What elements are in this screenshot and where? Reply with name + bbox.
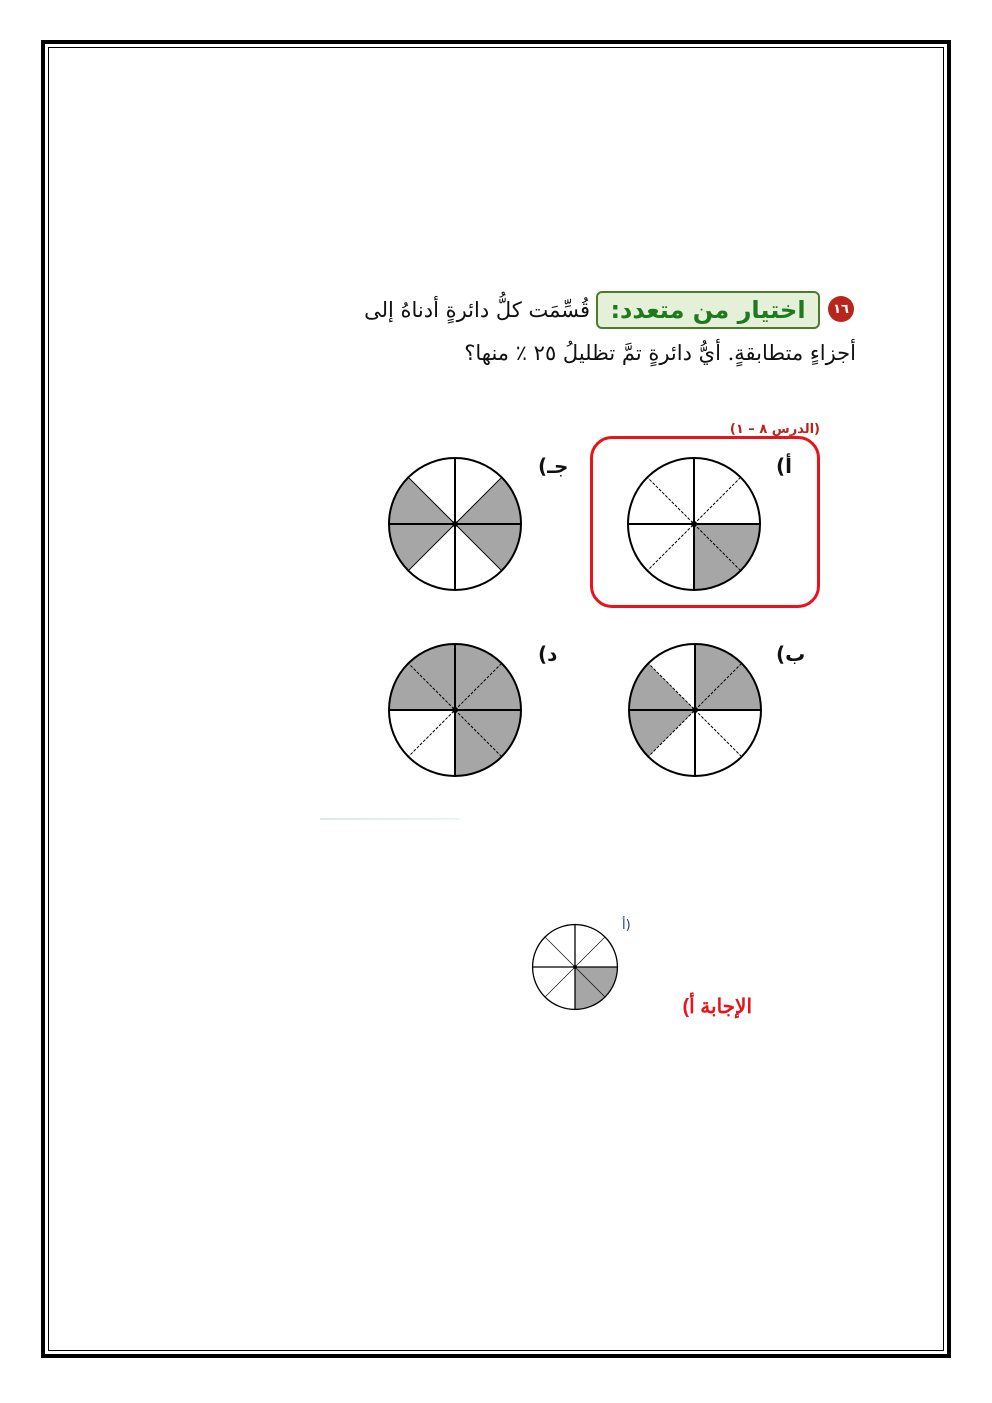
multiple-choice-label: اختيار من متعدد:: [596, 291, 820, 329]
answer-mini-label: أ): [622, 918, 631, 933]
pie-center-dot: [691, 521, 697, 527]
question-number-badge: ١٦: [828, 296, 854, 322]
option-b-circle[interactable]: [625, 640, 765, 780]
scan-artifact-line: [320, 818, 460, 820]
question-text-line2: أجزاءٍ متطابقةٍ. أيُّ دائرةٍ تمَّ تظليلُ ٢٥ ٪ منها؟: [464, 341, 856, 365]
pie-center-dot: [573, 965, 577, 969]
option-d-circle[interactable]: [385, 640, 525, 780]
question-text-line1: قُسِّمَت كلُّ دائرةٍ أدناهُ إلى: [364, 298, 590, 322]
option-b-label: ب): [776, 642, 806, 666]
lesson-reference: (الدرس ٨ – ١): [729, 422, 820, 437]
option-d-label: د): [538, 642, 558, 666]
option-c-label: جـ): [538, 454, 569, 478]
pie-center-dot: [452, 707, 458, 713]
answer-circle: [530, 922, 620, 1012]
pie-center-dot: [692, 707, 698, 713]
answer-text: الإجابة أ): [682, 996, 752, 1018]
option-a-label: أ): [776, 454, 792, 478]
option-a-circle[interactable]: [624, 454, 764, 594]
option-c-circle[interactable]: [385, 454, 525, 594]
pie-center-dot: [452, 521, 458, 527]
